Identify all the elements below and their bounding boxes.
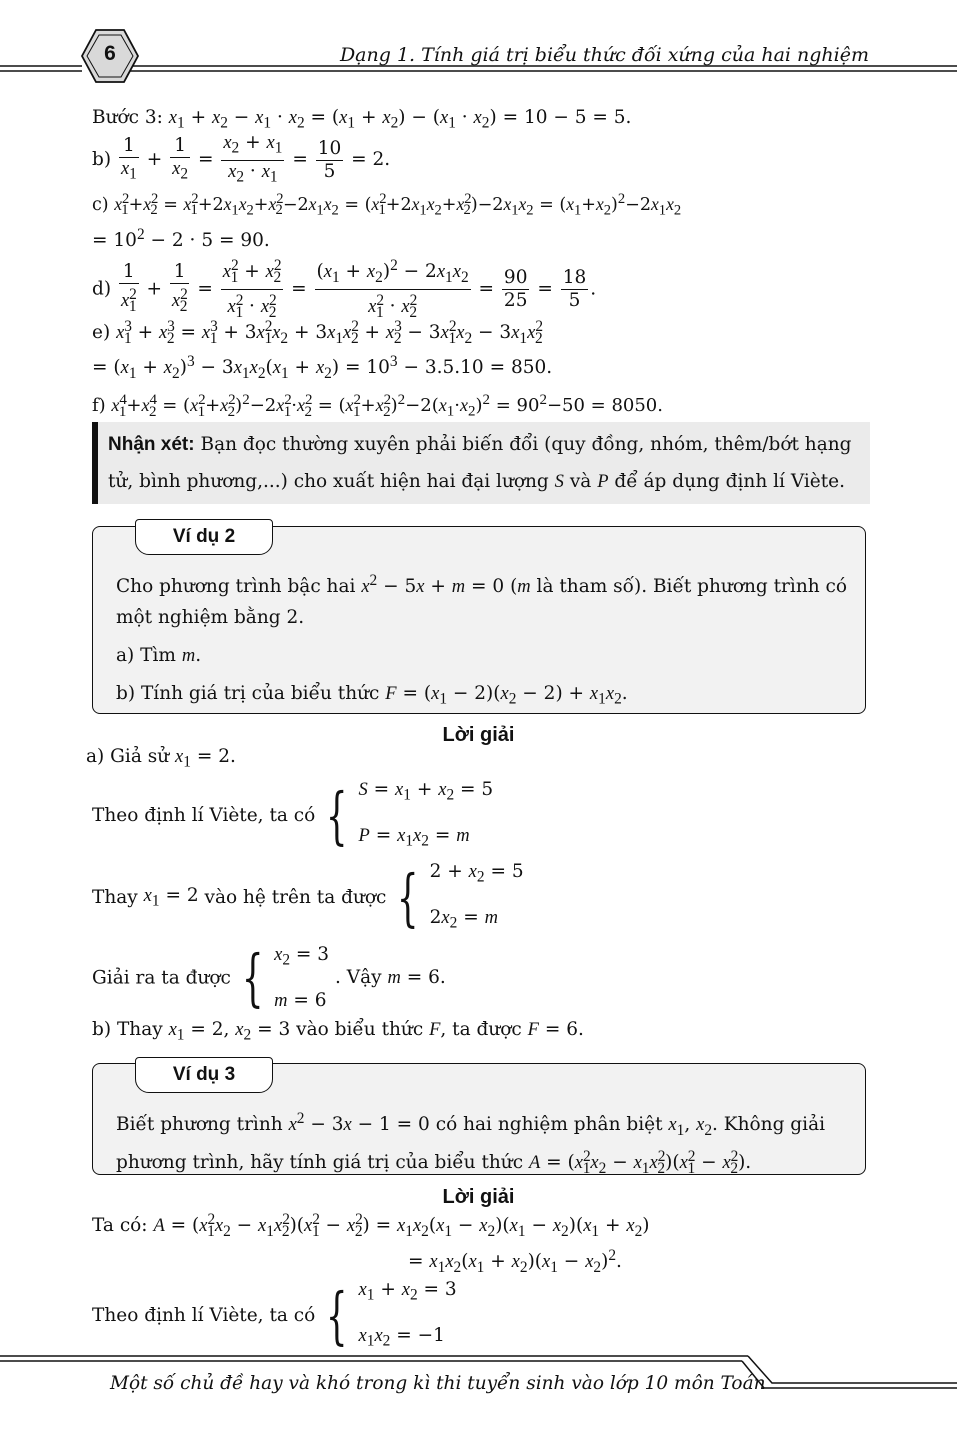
part-e-line2: = $(x_1 + x_2)^3 - 3x_1x_2(x_1 + x_2) = 10^3 - 3.5.10 = 850$. [92, 353, 553, 382]
example3-line1: Biết phương trình $x^2 - 3x - 1 = 0$ có hai nghiệm phân biệt $x_1$, $x_2$. Không giải [116, 1110, 826, 1139]
sol2-solve-line: Giải ra ta được { $x_2 = 3$ m = 6 . Vậy m = 6. [92, 940, 446, 1014]
solution2-heading: Lời giải [442, 724, 515, 746]
example2-line4: b) Tính giá trị của biểu thức $F = (x_1 - 2)(x_2 - 2) + x_1x_2$. [116, 683, 628, 708]
part-d-line: d) $\frac{1}{x^2_1}$ + $\frac{1}{x^2_2}$ = $\frac{x^2_1 + x^2_2}{x^2_1 \cdot x^2_2}$ = $\frac{(x_1 + x_2)^2 - 2x_1x_2}{x^2_1 \cdot x^2_2}$ = $\frac{90}{25}$ = $\frac{18}{5}$ . [92, 257, 597, 321]
step3-label: Bước 3: [92, 107, 163, 128]
header-title: Dạng 1. Tính giá trị biểu thức đối xứng của hai nghiệm [339, 44, 869, 66]
sol3-viete-line: Theo định lí Viète, ta có { $x_1 + x_2 = 3$ $x_1x_2 = -1$ [92, 1278, 457, 1352]
sol2-substitute-line: Thay $x_1 = 2$ vào hệ trên ta được { $2 + x_2 = 5$ $2x_2 = m$ [92, 860, 524, 934]
remark-line1: Nhận xét: Bạn đọc thường xuyên phải biến đổi (quy đồng, nhóm, thêm/bớt hạng [108, 434, 852, 455]
part-c-line2: = $10^2 - 2 \cdot 5 = 90$. [92, 226, 270, 252]
b-label: b) [92, 149, 112, 171]
sol3-line2: = $x_1x_2(x_1 + x_2)(x_1 - x_2)^2$. [408, 1247, 622, 1276]
remark-box [92, 422, 870, 504]
f-label: f) [92, 395, 106, 416]
page-number: 6 [104, 42, 116, 65]
sol2-b-line: b) Thay $x_1 = 2$, $x_2 = 3$ vào biểu thức F, ta được F = 6. [92, 1019, 584, 1044]
remark-label: Nhận xét: [108, 434, 195, 455]
example2-line1: Cho phương trình bậc hai $x^2 - 5x + m = 0$ (m là tham số). Biết phương trình có [116, 572, 848, 598]
sol3-line1: Ta có: $A = (x^2_1x_2 - x_1x^2_2)(x^2_1 - x^2_2) = x_1x_2(x_1 - x_2)(x_1 - x_2)(x_1 + x_2)$ [92, 1211, 650, 1240]
example3-tab: Ví dụ 3 [135, 1057, 273, 1093]
d-label: d) [92, 278, 112, 300]
remark-line2: tử, bình phương,...) cho xuất hiện hai đại lượng S và P để áp dụng định lí Viète. [108, 471, 845, 492]
footer-title: Một số chủ đề hay và khó trong kì thi tuyển sinh vào lớp 10 môn Toán [110, 1373, 766, 1394]
part-f-line: f) $x^4_1+x^4_2 = (x^2_1+x^2_2)^2-2x^2_1\cdot x^2_2 = (x^2_1+x^2_2)^2-2(x_1\cdot x_2)^2 = 90^2-50 = 8050$. [92, 392, 663, 420]
example3-line2: phương trình, hãy tính giá trị của biểu thức $A = (x^2_1x_2 - x_1x^2_2)(x^2_1 - x^2_2)$. [116, 1148, 752, 1177]
sol2-viete-line: Theo định lí Viète, ta có { $S = x_1 + x_2 = 5$ $P = x_1x_2 = m$ [92, 778, 494, 852]
example2-tab: Ví dụ 2 [135, 519, 273, 555]
part-e-line: e) $x^3_1 + x^3_2 = x^3_1 + 3x^2_1x_2 + 3x_1x^2_2 + x^3_2 - 3x^2_1x_2 - 3x_1x^2_2$ [92, 318, 544, 347]
sol2-a-line: a) Giả sử $x_1 = 2$. [86, 746, 236, 771]
c-label: c) [92, 194, 109, 215]
solution3-heading: Lời giải [442, 1186, 515, 1208]
part-c-line: c) $x^2_1+x^2_2 = x^2_1+2x_1x_2+x^2_2-2x_1x_2 = (x^2_1+2x_1x_2+x^2_2)-2x_1x_2 = (x_1+x_2)^2-2x_1x_2$ [92, 191, 682, 219]
example2-line2: một nghiệm bằng 2. [116, 607, 305, 628]
e-label: e) [92, 322, 111, 344]
example2-line3: a) Tìm m. [116, 645, 202, 666]
step3-line: Bước 3: $x_1 + x_2 - x_1 \cdot x_2 = (x_1 + x_2) - (x_1 \cdot x_2) = 10 - 5 = 5$. [92, 107, 632, 132]
part-b-line: b) $\frac{1}{x_1}$ + $\frac{1}{x_2}$ = $\frac{x_2 + x_1}{x_2 \cdot x_1}$ = $\frac{10}{5}$ = 2. [92, 132, 391, 186]
